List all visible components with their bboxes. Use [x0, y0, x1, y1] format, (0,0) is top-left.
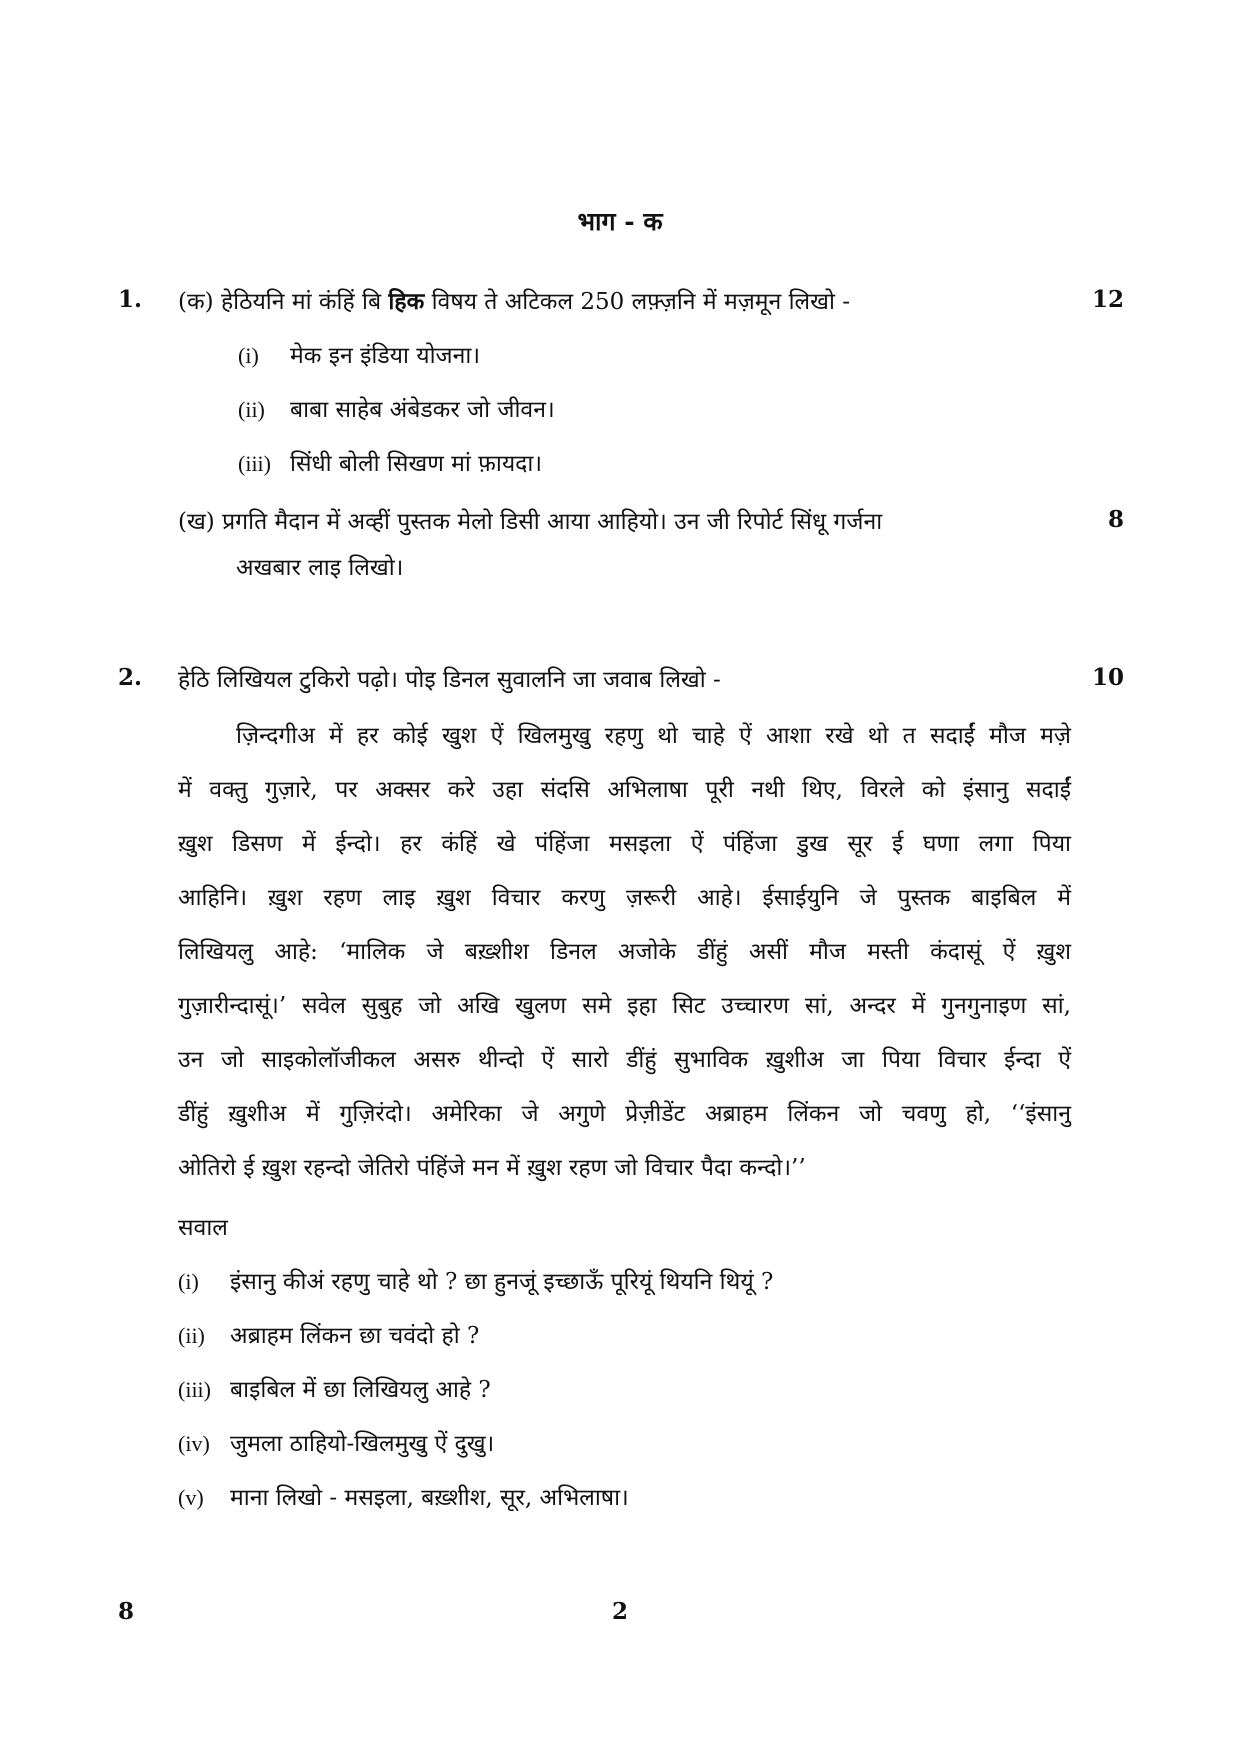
question-item-text: बाइबिल में छा लिखियलु आहे ? [230, 1377, 491, 1403]
question-item-text: अब्राहम लिंकन छा चवंदो हो ? [230, 1323, 480, 1349]
question-item-number: (v) [178, 1485, 204, 1510]
question-item-text: इंसानु कीअं रहणु चाहे थो ? छा हुनजूं इच्छाऊँ पूरियूं थियनि थियूं ? [230, 1269, 774, 1295]
question-1b-marks: 8 [1107, 506, 1124, 533]
question-item [178, 1264, 773, 1296]
questions-heading: सवाल [178, 1215, 228, 1241]
passage-line: ख़ुश डिसण में ईन्दो। हर कंहिं खे पंहिंजा मसइला ऐं पंहिंजा डुख सूर ई घणा लगा पिया [178, 831, 1071, 857]
question-1a-marks: 12 [1091, 286, 1124, 313]
part-label: (ख) [178, 509, 215, 535]
question-item-text: माना लिखो - मसइला, बख़्शीश, सूर, अभिलाषा। [230, 1485, 629, 1511]
option-number: (iii) [238, 451, 271, 476]
passage-line: आहिनि। ख़ुश रहण लाइ ख़ुश विचार करणु ज़रूरी आहे। ईसाईयुनि जे पुस्तक बाइबिल में [178, 885, 1071, 911]
passage-line: गुज़ारीन्दासूं।’ सवेल सुबुह जो अखि खुलण समे इहा सिट उच्चारण सां, अन्दर में गुनगुनाइण सां, [178, 993, 1071, 1019]
passage-line: लिखियलु आहे: ‘मालिक जे बख़्शीश डिनल अजोके डींहुं असीं मौज मस्ती कंदासूं ऐं ख़ुश [178, 939, 1071, 965]
question-2-marks: 10 [1091, 664, 1124, 691]
page-number: 2 [611, 1598, 628, 1625]
question-item [178, 1372, 491, 1404]
prompt-text: हेठियनि मां कंहिं बि [220, 289, 382, 315]
question-item-number: (iv) [178, 1431, 210, 1456]
prompt-bold: हिक [388, 288, 425, 315]
question-item [178, 1480, 629, 1512]
question-item-number: (iii) [178, 1377, 211, 1402]
option-number: (ii) [238, 397, 265, 422]
section-title: भाग - क [577, 207, 663, 236]
question-item-number: (i) [178, 1269, 199, 1294]
passage-line: उन जो साइकोलॉजीकल असरु थीन्दो ऐं सारो डींहुं सुभाविक ख़ुशीअ जा पिया विचार ईन्दा ऐं [178, 1047, 1071, 1073]
option-item [238, 338, 480, 370]
footer-code: 8 [118, 1598, 135, 1625]
option-text: बाबा साहेब अंबेडकर जो जीवन। [290, 397, 555, 423]
question-2-instruction: हेठि लिखियल टुकिरो पढ़ो। पोइ डिनल सुवालनि जा जवाब लिखो - [178, 667, 721, 693]
option-item [238, 446, 542, 478]
option-number: (i) [238, 343, 259, 368]
option-text: मेक इन इंडिया योजना। [290, 343, 481, 369]
part-label: (क) [178, 289, 214, 315]
question-item-text: जुमला ठाहियो-खिलमुखु ऐं दुखु। [230, 1431, 495, 1457]
passage-line: में वक्तु गुज़ारे, पर अक्सर करे उहा संदसि अभिलाषा पूरी नथी थिए, विरले को इंसानु सदाईं [178, 777, 1071, 803]
passage-line: ओतिरो ई ख़ुश रहन्दो जेतिरो पंहिंजे मन में ख़ुश रहण जो विचार पैदा कन्दो।’’ [178, 1155, 806, 1181]
question-item-number: (ii) [178, 1323, 205, 1348]
question-1a-prompt [178, 284, 850, 316]
passage-line: ज़िन्दगीअ में हर कोई खुश ऐं खिलमुखु रहणु थो चाहे ऐं आशा रखे थो त सदाईं मौज मज़े [236, 723, 1071, 749]
prompt-text: प्रगति मैदान में अव्हीं पुस्तक मेलो डिसी आया आहियो। उन जी रिपोर्ट सिंधू गर्जना [222, 509, 883, 535]
prompt-text-after: विषय ते अटिकल 250 लफ़्ज़नि में मज़मून लिखो - [431, 289, 851, 315]
question-item [178, 1426, 494, 1458]
passage-line: डींहुं ख़ुशीअ में गुज़िरंदो। अमेरिका जे अगुणे प्रेज़ीडेंट अब्राहम लिंकन जो चवणु हो, ‘‘इंसानु [178, 1101, 1071, 1127]
option-text: सिंधी बोली सिखण मां फ़ायदा। [290, 451, 543, 477]
option-item [238, 392, 555, 424]
question-1-number: 1. [118, 286, 143, 313]
question-1b-prompt-line1 [178, 504, 882, 536]
question-2-number: 2. [118, 664, 143, 691]
question-item [178, 1318, 479, 1350]
question-1b-prompt-line2: अखबार लाइ लिखो। [236, 555, 404, 581]
